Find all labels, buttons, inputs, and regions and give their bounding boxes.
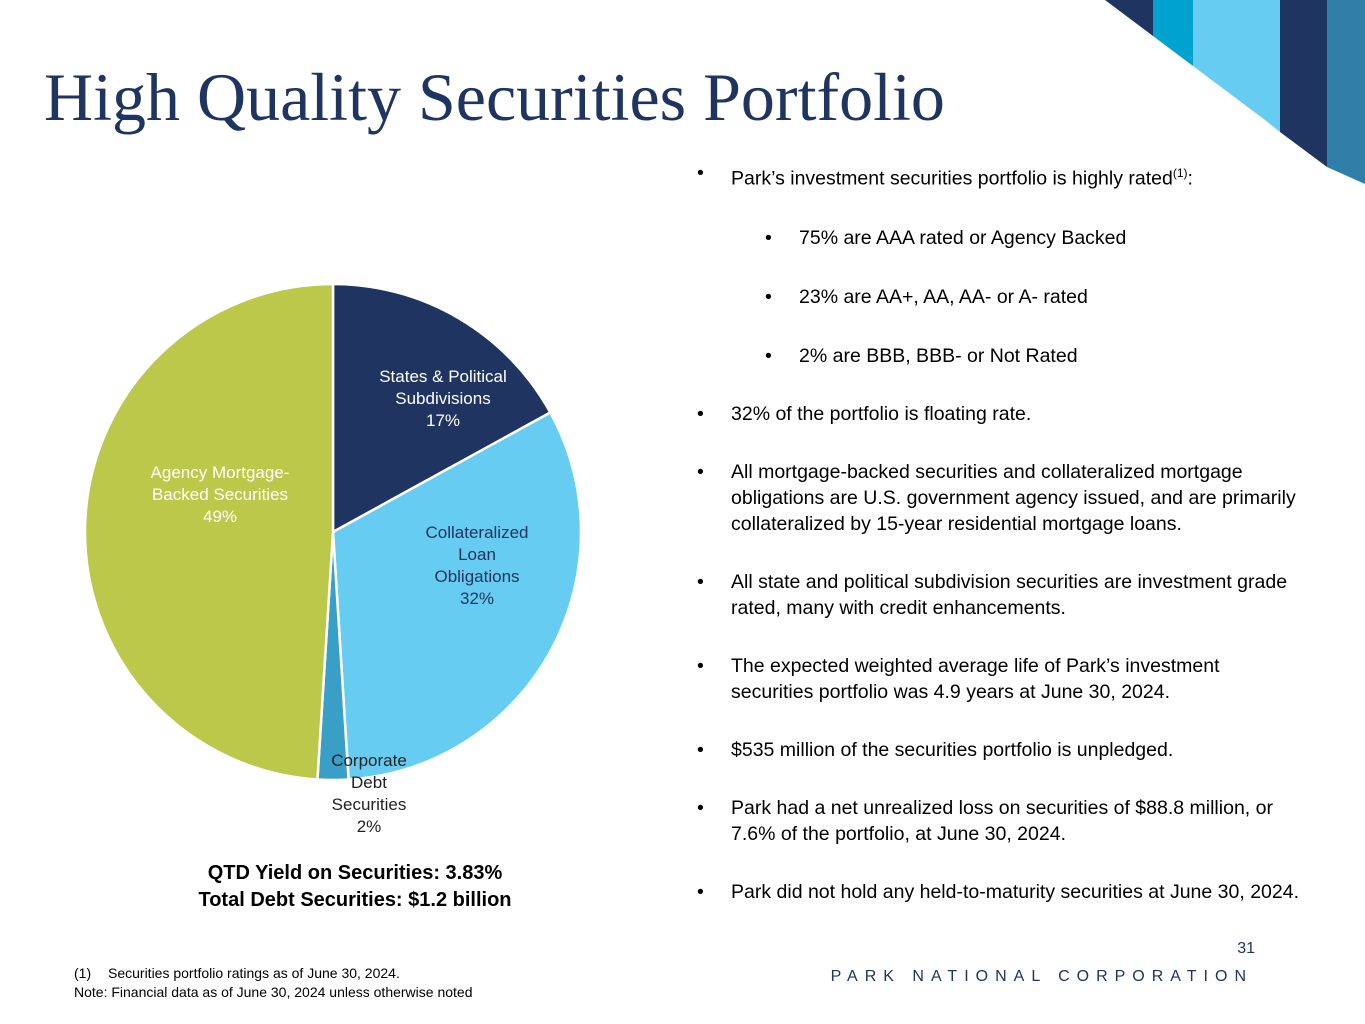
pie-chart bbox=[60, 260, 620, 850]
pie-label-corporate-debt-securities bbox=[331, 751, 407, 836]
footnotes bbox=[74, 964, 472, 1002]
footnote-ref: (1) bbox=[1172, 166, 1188, 180]
bullet-floating-rate: • 32% of the portfolio is floating rate. bbox=[695, 401, 1305, 427]
page-title: High Quality Securities Portfolio bbox=[44, 59, 945, 135]
corner-stripe-navy-1 bbox=[1105, 0, 1153, 36]
pie-label-line: 32% bbox=[459, 589, 495, 608]
pie-label-line: States & Political bbox=[379, 367, 507, 386]
pie-label-line: 17% bbox=[425, 411, 461, 430]
sub-bullet-aaa: • 75% are AAA rated or Agency Backed bbox=[763, 225, 1305, 251]
pie-label-line: Agency Mortgage- bbox=[150, 463, 290, 482]
bullet-text: Park’s investment securities portfolio is highly rated bbox=[731, 167, 1173, 190]
bullet-mortgage-backed: • All mortgage-backed securities and collateralized mortgage obligations are U.S. government agency issued, and are primarily collateralized by 15-year residential mortgage loans. bbox=[695, 459, 1305, 537]
pie-label-line: Collateralized bbox=[425, 523, 529, 542]
pie-label-line: Securities bbox=[331, 795, 407, 814]
corner-stripe-cyan bbox=[1153, 0, 1193, 66]
page-number: 31 bbox=[1237, 940, 1255, 957]
footnote-note: Note: Financial data as of June 30, 2024 unless otherwise noted bbox=[74, 984, 473, 1000]
pie-label-line: 49% bbox=[202, 507, 238, 526]
pie-slice-agency-mortgage-backed-securities bbox=[85, 284, 333, 780]
bullet-unrealized-loss: • Park had a net unrealized loss on securities of $88.8 million, or 7.6% of the portfolio, at June 30, 2024. bbox=[695, 795, 1305, 847]
pie-label-line: Subdivisions bbox=[395, 389, 491, 408]
bullet-weighted-average-life: • The expected weighted average life of Park’s investment securities portfolio was 4.9 years at June 30, 2024. bbox=[695, 653, 1305, 705]
corner-stripe-mid-blue bbox=[1327, 0, 1365, 184]
qtd-yield: QTD Yield on Securities: 3.83% bbox=[207, 862, 503, 884]
total-debt-securities: Total Debt Securities: $1.2 billion bbox=[198, 889, 512, 911]
footnote-number: (1) bbox=[74, 965, 92, 981]
pie-label-line: Obligations bbox=[434, 567, 520, 586]
pie-label-line: Loan bbox=[458, 545, 496, 564]
corner-stripe-light-blue bbox=[1193, 0, 1280, 132]
company-name: PARK NATIONAL CORPORATION bbox=[830, 968, 1253, 985]
corner-stripe-navy-2 bbox=[1280, 0, 1327, 167]
bullet-state-political: • All state and political subdivision securities are investment grade rated, many with credit enhancements. bbox=[695, 569, 1305, 621]
pie-label-line: 2% bbox=[356, 817, 382, 836]
sub-bullet-aa: • 23% are AA+, AA, AA- or A- rated bbox=[763, 284, 1305, 310]
footnote-text: Securities portfolio ratings as of June 30, 2024. bbox=[108, 965, 400, 981]
securities-summary bbox=[120, 860, 590, 914]
pie-label-line: Backed Securities bbox=[151, 485, 289, 504]
bullet-list bbox=[695, 160, 1305, 905]
sub-bullet-bbb: • 2% are BBB, BBB- or Not Rated bbox=[763, 343, 1305, 369]
pie-label-line: Debt bbox=[351, 773, 387, 792]
bullet-held-to-maturity: • Park did not hold any held-to-maturity securities at June 30, 2024. bbox=[695, 879, 1305, 905]
bullet-highly-rated bbox=[695, 160, 1305, 192]
footnote-1 bbox=[74, 964, 472, 983]
bullet-unpledged: • $535 million of the securities portfolio is unpledged. bbox=[695, 737, 1305, 763]
bullet-suffix: : bbox=[1187, 167, 1193, 190]
pie-label-line: Corporate bbox=[331, 751, 407, 770]
